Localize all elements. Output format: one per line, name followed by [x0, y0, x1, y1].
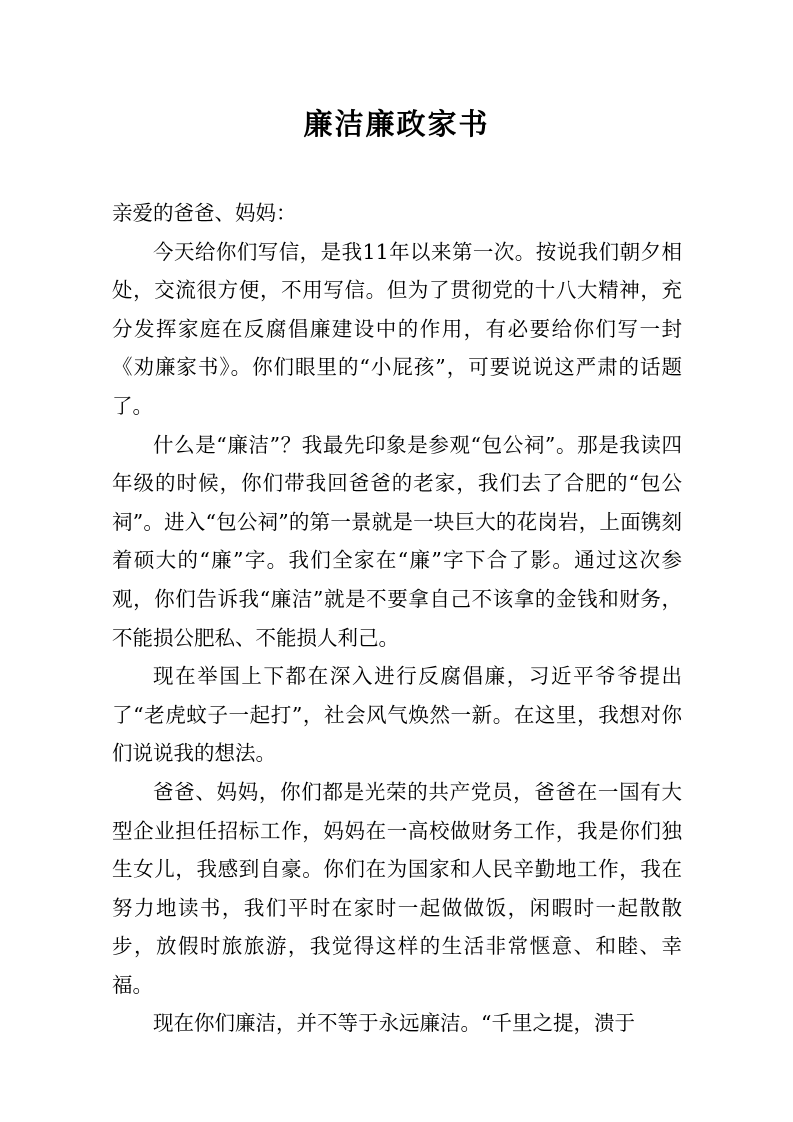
document-title: 廉洁廉政家书	[303, 107, 490, 141]
paragraph-5: 现在你们廉洁，并不等于永远廉洁。“千里之提，溃于	[153, 1011, 635, 1036]
letter-body	[112, 194, 682, 1043]
salutation: 亲爱的爸爸、妈妈：	[112, 201, 297, 225]
paragraph-2: 什么是“廉洁”？我最先印象是参观“包公祠”。那是我读四年级的时候，你们带我回爸爸的老家，我们去了合肥的“包公祠”。进入“包公祠”的第一景就是一块巨大的花岗岩，上面镌刻着硕大的“廉”字。我们全家在“廉”字下合了影。通过这次参观，你们告诉我“廉洁”就是不要拿自己不该拿的金钱和财务，不能损公肥私、不能损人利己。	[112, 432, 682, 650]
paragraph-1: 今天给你们写信，是我11年以来第一次。按说我们朝夕相处，交流很方便，不用写信。但为了贯彻党的十八大精神，充分发挥家庭在反腐倡廉建设中的作用，有必要给你们写一封《劝廉家书》。你们眼里的“小屁孩”，可要说说这严肃的话题了。	[112, 239, 682, 418]
paragraph-4: 爸爸、妈妈，你们都是光荣的共产党员，爸爸在一国有大型企业担任招标工作，妈妈在一高校做财务工作，我是你们独生女儿，我感到自豪。你们在为国家和人民辛勤地工作，我在努力地读书，我们平时在家时一起做做饭，闲暇时一起散散步，放假时旅旅游，我觉得这样的生活非常惬意、和睦、幸福。	[112, 779, 682, 997]
paragraph-3: 现在举国上下都在深入进行反腐倡廉，习近平爷爷提出了“老虎蚊子一起打”，社会风气焕然一新。在这里，我想对你们说说我的想法。	[112, 664, 682, 766]
